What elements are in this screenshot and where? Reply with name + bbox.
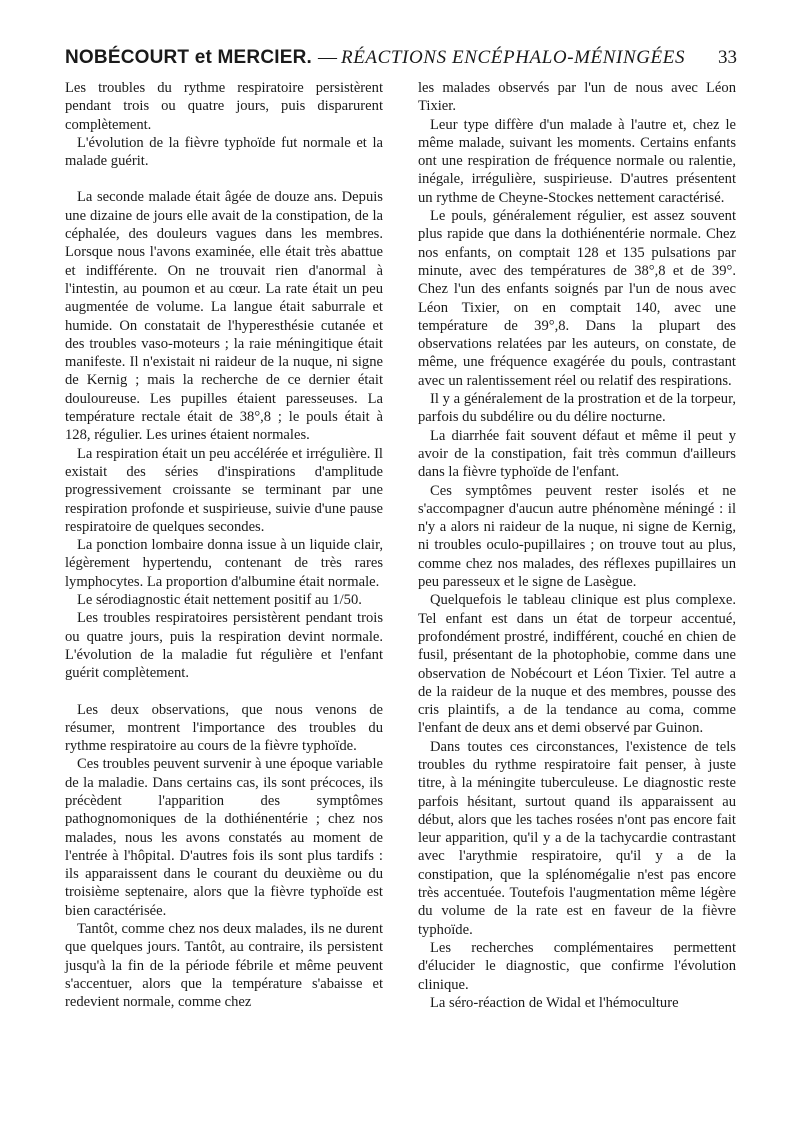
paragraph: Le sérodiagnostic était nettement positif au 1/50. xyxy=(77,592,362,609)
paragraph: Leur type diffère d'un malade à l'autre et, chez le même malade, suivant les moments. Certains enfants ont une respiration de fréquence normale ou ralentie, inégale, irrégulière, suspirieuse. D'autres présentent un rythme de Cheyne-Stockes nettement caractérisé. xyxy=(418,116,736,206)
header-title: RÉACTIONS ENCÉPHALO-MÉNINGÉES xyxy=(341,47,686,68)
paragraph: Ces symptômes peuvent rester isolés et ne s'accompagner d'aucun autre phénomène méningé : il n'y a alors ni raideur de la nuque, ni signe de Kernig, ni troubles oculo-pupillaires ; on trouve tout au plus, comme chez nos malades, des réflexes pupillaires un peu paresseux et le signe de Lasègue. xyxy=(418,482,736,591)
section-gap xyxy=(65,683,383,701)
paragraph: L'évolution de la fièvre typhoïde fut normale et la malade guérit. xyxy=(65,134,383,170)
paragraph: Quelquefois le tableau clinique est plus complexe. Tel enfant est dans un état de torpeur accentué, profondément prostré, indifférent, couché en chien de fusil, présentant de la photophobie, comme dans une observation de Nobécourt et Léon Tixier. Tel autre a de la raideur de la nuque et des membres, pousse des cris plaintifs, a de la tendance au coma, comme l'enfant de deux ans et demi observé par Guinon. xyxy=(418,592,736,737)
paragraph: Tantôt, comme chez nos deux malades, ils ne durent que quelques jours. Tantôt, au contraire, ils persistent jusqu'à la fin de la période fébrile et même peuvent s'accentuer, alors que la température s'abaisse et redevient normale, comme chez xyxy=(65,921,383,1011)
paragraph: Les deux observations, que nous venons de résumer, montrent l'importance des troubles du rythme respiratoire au cours de la fièvre typhoïde. xyxy=(65,701,383,755)
paragraph: Le pouls, généralement régulier, est assez souvent plus rapide que dans la dothiénentérie normale. Chez nos enfants, on comptait 128 et 135 pulsations par minute, avec des températures de 38°,8 et de 39°. Chez l'un des enfants soignés par l'un de nous avec Léon Tixier, on en comptait 140, avec une température de 39°,8. Dans la plupart des observations relatées par les auteurs, on constate, de même, une fréquence exagérée du pouls, contrastant avec un ralentissement réel ou relatif des respirations. xyxy=(418,208,736,389)
paragraph: La seconde malade était âgée de douze ans. Depuis une dizaine de jours elle avait de la constipation, de la céphalée, des douleurs vagues dans les membres. Lorsque nous l'avons examinée, elle était très abattue et indifférente. On ne trouvait rien d'anormal à l'intestin, au poumon et au cœur. La rate était un peu augmentée de volume. La langue était saburrale et humide. On constatait de l'hyperesthésie cutanée et des troubles vaso-moteurs ; la raie méningitique était manifeste. Il n'existait ni raideur de la nuque, ni signe de Kernig ; mais la recherche de ce dernier était douloureuse. Les pupilles étaient paresseuses. La température rectale était de 38°,8 ; le pouls était à 128, régulier. Les urines étaient normales. xyxy=(65,189,383,444)
paragraph: La respiration était un peu accélérée et irrégulière. Il existait des séries d'inspirations d'amplitude progressivement croissante se terminant par une respiration profonde et suspirieuse, suivie d'une pause respiratoire de quelques secondes. xyxy=(65,445,383,535)
paragraph: La ponction lombaire donna issue à un liquide clair, légèrement hypertendu, contenant de très rares lymphocytes. La proportion d'albumine était normale. xyxy=(65,537,383,590)
paragraph: Il y a généralement de la prostration et de la torpeur, parfois du subdélire ou du délire nocturne. xyxy=(418,391,736,426)
paragraph: Les troubles respiratoires persistèrent pendant trois ou quatre jours, puis la respiration devint normale. L'évolution de la maladie fut régulière et l'enfant guérit complètement. xyxy=(65,610,383,682)
page-number: 33 xyxy=(718,47,737,68)
paragraph: Les recherches complémentaires permettent d'élucider le diagnostic, que confirme l'évolution clinique. xyxy=(418,939,736,993)
left-column xyxy=(65,79,383,1012)
paragraph: Ces troubles peuvent survenir à une époque variable de la maladie. Dans certains cas, ils sont précoces, ils précèdent l'apparition des symptômes pathognomoniques de la dothiénentérie ; chez nos malades, nous les avons constatés au moment de l'entrée à l'hôpital. D'autres fois ils sont plus tardifs : ils apparaissent dans le courant du deuxième ou du troisième septenaire, alors que la fièvre typhoïde est bien caractérisée. xyxy=(65,756,383,919)
paragraph: Dans toutes ces circonstances, l'existence de tels troubles du rythme respiratoire fait penser, à juste titre, à la méningite tuberculeuse. Le diagnostic reste parfois hésitant, surtout quand ils apparaissent au début, alors que les taches rosées n'ont pas encore fait leur apparition, qu'il y a de la tachycardie contrastant avec l'arythmie respiratoire, qu'il y a de la constipation, que la splénomégalie n'est pas encore très accentuée. Toutefois l'augmentation même légère du volume de la rate est en faveur de la fièvre typhoïde. xyxy=(418,738,736,938)
paragraph: La diarrhée fait souvent défaut et même il peut y avoir de la constipation, fait très commun d'ailleurs dans la fièvre typhoïde de l'enfant. xyxy=(418,427,736,481)
paragraph: les malades observés par l'un de nous avec Léon Tixier. xyxy=(418,80,736,115)
paragraph: Les troubles du rythme respiratoire persistèrent pendant trois ou quatre jours, puis disparurent complètement. xyxy=(65,80,383,133)
section-gap xyxy=(65,170,383,188)
right-column xyxy=(418,79,736,1012)
header-dash: — xyxy=(318,47,337,68)
running-header xyxy=(65,44,737,72)
paragraph: La séro-réaction de Widal et l'hémoculture xyxy=(430,994,679,1011)
header-authors: NOBÉCOURT et MERCIER. xyxy=(65,47,312,68)
